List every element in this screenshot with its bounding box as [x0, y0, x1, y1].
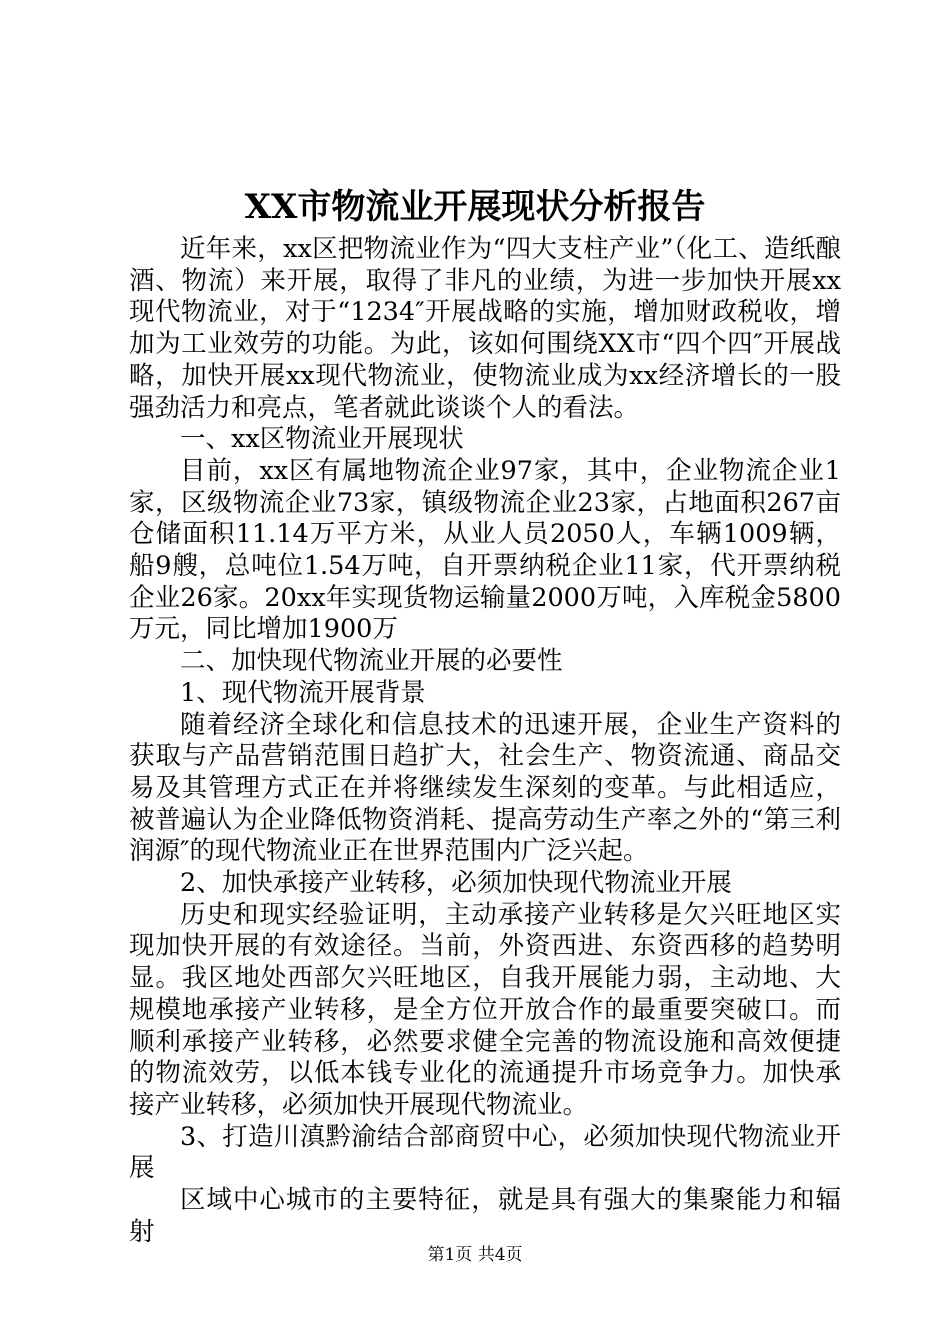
section-heading-1: 一、xx区物流业开展现状	[180, 424, 464, 455]
paragraph-status: 目前，xx区有属地物流企业97家，其中，企业物流企业1家，区级物流企业73家，镇级物流企业23家，占地面积267亩仓储面积11.14万平方米，从业人员2050人，车辆1009辆，船9艘，总吨位1.54万吨，自开票纳税企业11家，代开票纳税企业26家。20xx年实现货物运输量2000万吨，入库税金5800万元，同比增加1900万	[129, 455, 841, 645]
paragraph-intro: 近年来，xx区把物流业作为“四大支柱产业”（化工、造纸酿酒、物流）来开展，取得了非凡的业绩，为进一步加快开展xx现代物流业，对于“1234″开展战略的实施，增加财政税收，增加为工业效劳的功能。为此，该如何围绕XX市“四个四″开展战略，加快开展xx现代物流业，使物流业成为xx经济增长的一股强劲活力和亮点，笔者就此谈谈个人的看法。	[129, 234, 841, 423]
section-heading-2: 二、加快现代物流业开展的必要性	[180, 646, 563, 677]
paragraph-background: 随着经济全球化和信息技术的迅速开展，企业生产资料的获取与产品营销范围日趋扩大，社会生产、物资流通、商品交易及其管理方式正在并将继续发生深刻的变革。与此相适应，被普遍认为企业降低物资消耗、提高劳动生产率之外的“第三利润源″的现代物流业正在世界范围内广泛兴起。	[129, 709, 841, 867]
subsection-heading-1: 1、现代物流开展背景	[180, 677, 426, 708]
paragraph-regional-center: 区域中心城市的主要特征，就是具有强大的集聚能力和辐射	[129, 1185, 841, 1247]
document-title: XX市物流业开展现状分析报告	[244, 187, 706, 227]
page-number-footer: 第1页 共4页	[427, 1245, 523, 1265]
subsection-heading-2: 2、加快承接产业转移，必须加快现代物流业开展	[180, 868, 732, 899]
paragraph-industry-transfer: 历史和现实经验证明，主动承接产业转移是欠兴旺地区实现加快开展的有效途径。当前，外资西进、东资西移的趋势明显。我区地处西部欠兴旺地区，自我开展能力弱，主动地、大规模地承接产业转移，是全方位开放合作的最重要突破口。而顺利承接产业转移，必然要求健全完善的物流设施和高效便捷的物流效劳，以低本钱专业化的流通提升市场竞争力。加快承接产业转移，必须加快开展现代物流业。	[129, 899, 841, 1120]
subsection-heading-3: 3、打造川滇黔渝结合部商贸中心，必须加快现代物流业开展	[129, 1121, 841, 1184]
document-body	[129, 234, 841, 1249]
